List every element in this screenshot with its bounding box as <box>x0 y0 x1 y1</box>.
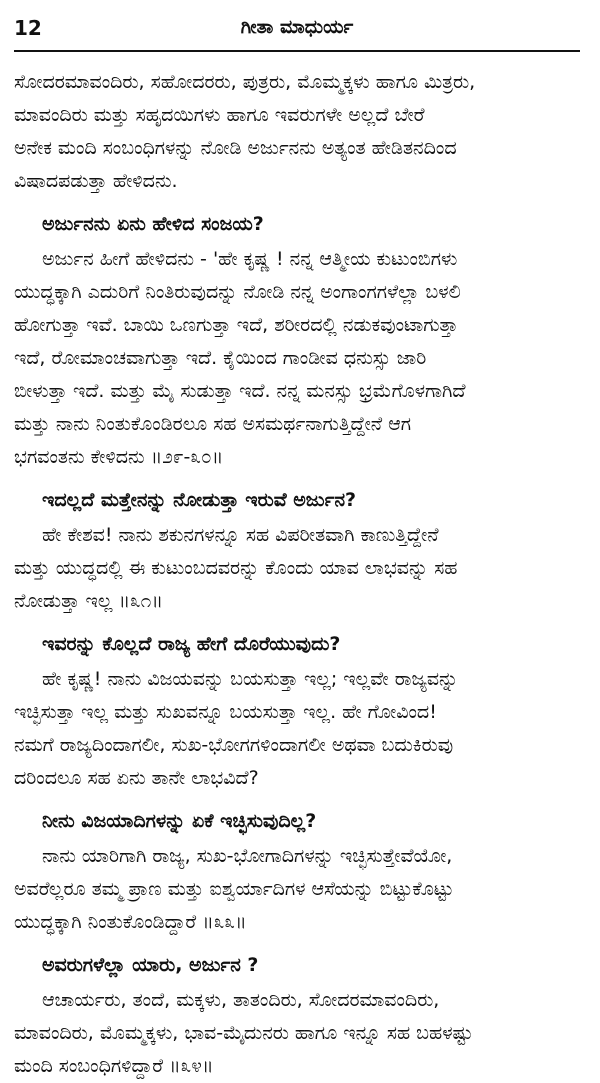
text-line: ಅರ್ಜುನ ಹೀಗೆ ಹೇಳಿದನು - 'ಹೇ ಕೃಷ್ಣ ! ನನ್ನ ಆತ್ಮೀಯ ಕುಟುಂಬಿಗಳು <box>42 248 458 270</box>
text-line: ಇಚ್ಛಿಸುತ್ತಾ ಇಲ್ಲ ಮತ್ತು ಸುಖವನ್ನೂ ಬಯಸುತ್ತಾ ಇಲ್ಲ. ಹೇ ಗೋವಿಂದ! <box>14 701 437 723</box>
text-line: ನಾನು ಯಾರಿಗಾಗಿ ರಾಜ್ಯ, ಸುಖ-ಭೋಗಾದಿಗಳನ್ನು ಇಚ್ಛಿಸುತ್ತೇವೆಯೋ, <box>42 845 453 867</box>
text-line: ವಿಷಾದಪಡುತ್ತಾ ಹೇಳಿದನು. <box>14 170 178 192</box>
text-line: ಮಾವಂದಿರು, ಮೊಮ್ಮಕ್ಕಳು, ಭಾವ-ಮೈದುನರು ಹಾಗೂ ಇನ್ನೂ ಸಹ ಬಹಳಷ್ಟು <box>14 1022 473 1044</box>
paragraph <box>14 243 580 474</box>
page-number: 12 <box>14 16 42 40</box>
paragraph <box>14 663 580 795</box>
paragraph <box>14 840 580 939</box>
section-heading: ಇದಲ್ಲದೆ ಮತ್ತೇನನ್ನು ನೋಡುತ್ತಾ ಇರುವೆ ಅರ್ಜುನ? <box>42 489 357 511</box>
section-heading: ಅರ್ಜುನನು ಏನು ಹೇಳಿದ ಸಂಜಯ? <box>42 213 264 235</box>
text-line: ಸೋದರಮಾವಂದಿರು, ಸಹೋದರರು, ಪುತ್ರರು, ಮೊಮ್ಮಕ್ಕಳು ಹಾಗೂ ಮಿತ್ರರು, <box>14 71 476 93</box>
paragraph <box>14 519 580 618</box>
text-line: ಹೇ ಕೃಷ್ಣ! ನಾನು ವಿಜಯವನ್ನು ಬಯಸುತ್ತಾ ಇಲ್ಲ; ಇಲ್ಲವೇ ರಾಜ್ಯವನ್ನು <box>42 668 459 690</box>
text-line: ಹೋಗುತ್ತಾ ಇವೆ. ಬಾಯಿ ಒಣಗುತ್ತಾ ಇದೆ, ಶರೀರದಲ್ಲಿ ನಡುಕವುಂಟಾಗುತ್ತಾ <box>14 314 458 336</box>
text-line: ದರಿಂದಲೂ ಸಹ ಏನು ತಾನೇ ಲಾಭವಿದೆ? <box>14 767 259 789</box>
text-line: ಮತ್ತು ನಾನು ನಿಂತುಕೊಂಡಿರಲೂ ಸಹ ಅಸಮರ್ಥನಾಗುತ್ತಿದ್ದೇನೆ ಆಗ <box>14 413 411 435</box>
text-line: ಇದೆ, ರೋಮಾಂಚವಾಗುತ್ತಾ ಇದೆ. ಕೈಯಿಂದ ಗಾಂಡೀವ ಧನುಸ್ಸು ಜಾರಿ <box>14 347 427 369</box>
text-line: ಹೇ ಕೇಶವ! ನಾನು ಶಕುನಗಳನ್ನೂ ಸಹ ವಿಪರೀತವಾಗಿ ಕಾಣುತ್ತಿದ್ದೇನೆ <box>42 524 439 546</box>
section-heading: ಅವರುಗಳೆಲ್ಲಾ ಯಾರು, ಅರ್ಜುನ ? <box>42 954 259 976</box>
paragraph <box>14 66 580 198</box>
text-line: ನೋಡುತ್ತಾ ಇಲ್ಲ ॥೩೧॥ <box>14 590 163 612</box>
text-line: ಯುದ್ಧಕ್ಕಾಗಿ ನಿಂತುಕೊಂಡಿದ್ದಾರೆ ॥೩೩॥ <box>14 911 247 933</box>
text-line: ಬೀಳುತ್ತಾ ಇದೆ. ಮತ್ತು ಮೈ ಸುಡುತ್ತಾ ಇದೆ. ನನ್ನ ಮನಸ್ಸು ಭ್ರಮೆಗೊಳಗಾಗಿದೆ <box>14 380 466 402</box>
text-line: ಮತ್ತು ಯುದ್ಧದಲ್ಲಿ ಈ ಕುಟುಂಬದವರನ್ನು ಕೊಂದು ಯಾವ ಲಾಭವನ್ನು ಸಹ <box>14 557 458 579</box>
text-line: ಅವರೆಲ್ಲರೂ ತಮ್ಮ ಪ್ರಾಣ ಮತ್ತು ಐಶ್ವರ್ಯಾದಿಗಳ ಆಸೆಯನ್ನು ಬಿಟ್ಟುಕೊಟ್ಟು <box>14 878 454 900</box>
text-line: ಮಾವಂದಿರು ಮತ್ತು ಸಹೃದಯಿಗಳು ಹಾಗೂ ಇವರುಗಳೇ ಅಲ್ಲದೆ ಬೇರೆ <box>14 104 425 126</box>
page-content <box>14 66 580 1083</box>
section-heading: ಇವರನ್ನು ಕೊಲ್ಲದೆ ರಾಜ್ಯ ಹೇಗೆ ದೊರೆಯುವುದು? <box>42 633 341 655</box>
text-line: ನಮಗೆ ರಾಜ್ಯದಿಂದಾಗಲೀ, ಸುಖ-ಭೋಗಗಳಿಂದಾಗಲೀ ಅಥವಾ ಬದುಕಿರುವು <box>14 734 454 756</box>
text-line: ಆಚಾರ್ಯರು, ತಂದೆ, ಮಕ್ಕಳು, ತಾತಂದಿರು, ಸೋದರಮಾವಂದಿರು, <box>42 989 440 1011</box>
running-title: ಗೀತಾ ಮಾಧುರ್ಯ <box>240 16 354 38</box>
text-line: ಮಂದಿ ಸಂಬಂಧಿಗಳಿದ್ದಾರೆ ॥೩೪॥ <box>14 1055 214 1077</box>
paragraph <box>14 984 580 1083</box>
section-heading: ನೀನು ವಿಜಯಾದಿಗಳನ್ನು ಏಕೆ ಇಚ್ಛಿಸುವುದಿಲ್ಲ? <box>42 810 317 832</box>
text-line: ಭಗವಂತನು ಕೇಳಿದನು ॥೨೯-೩೦॥ <box>14 446 224 468</box>
text-line: ಅನೇಕ ಮಂದಿ ಸಂಬಂಧಿಗಳನ್ನು ನೋಡಿ ಅರ್ಜುನನು ಅತ್ಯಂತ ಹೇಡಿತನದಿಂದ <box>14 137 457 159</box>
header-rule <box>14 50 580 52</box>
text-line: ಯುದ್ಧಕ್ಕಾಗಿ ಎದುರಿಗೆ ನಿಂತಿರುವುದನ್ನು ನೋಡಿ ನನ್ನ ಅಂಗಾಂಗಗಳೆಲ್ಲಾ ಬಳಲಿ <box>14 281 461 303</box>
page-header <box>14 10 580 46</box>
